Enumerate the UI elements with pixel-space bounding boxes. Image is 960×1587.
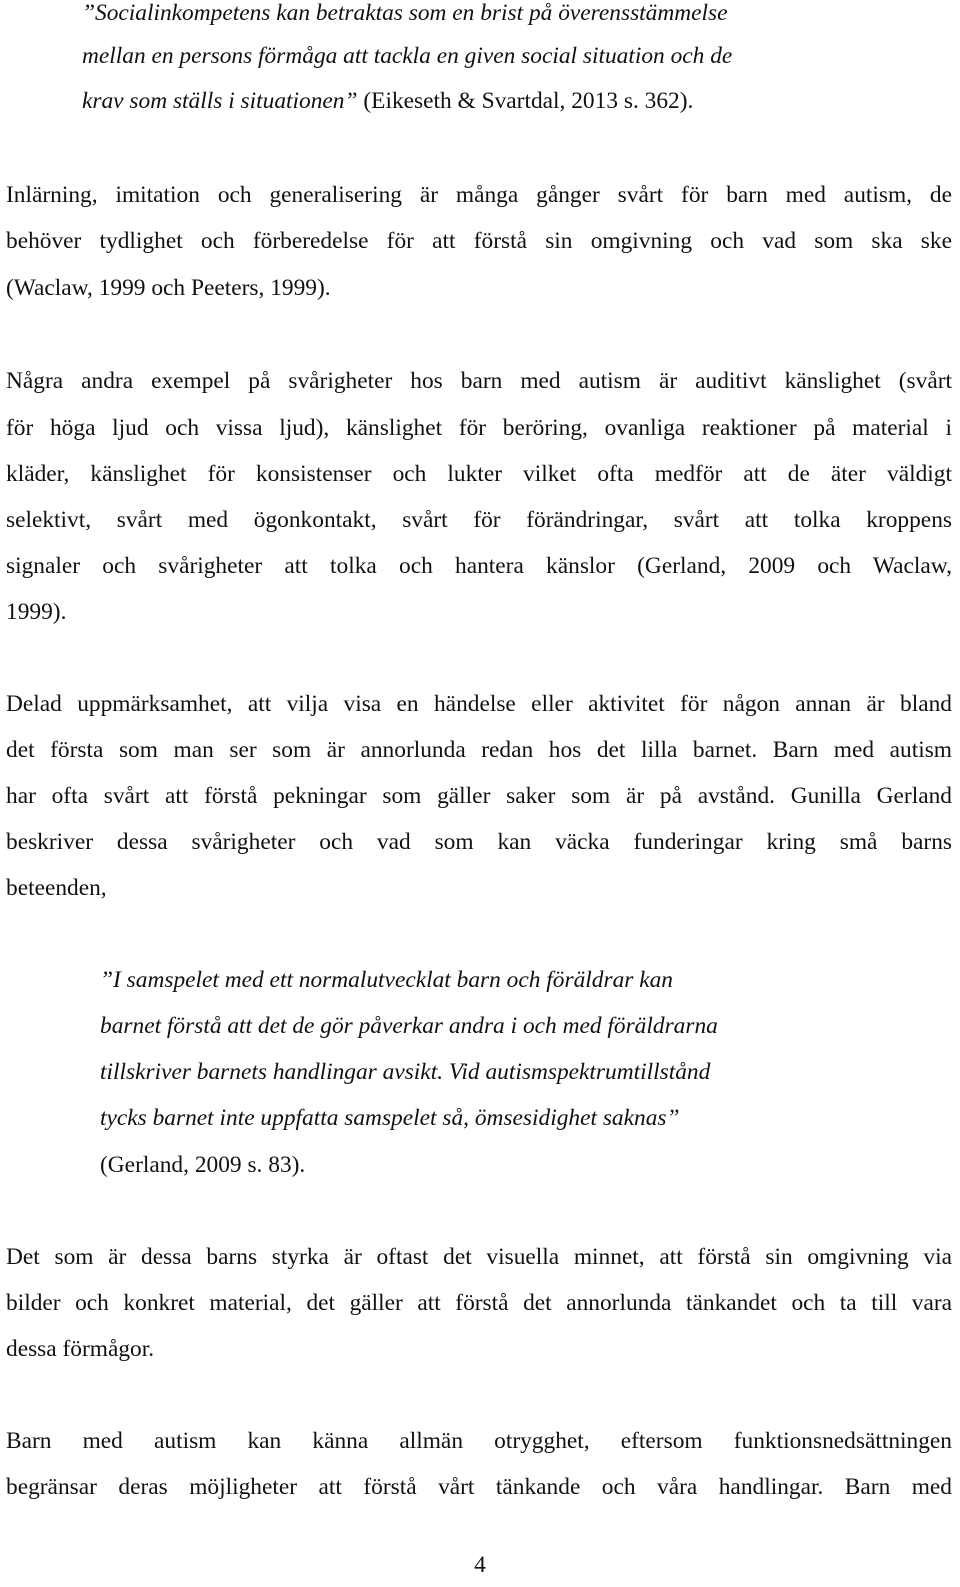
paragraph-line: för höga ljud och vissa ljud), känslighet för beröring, ovanliga reaktioner på material i: [6, 415, 952, 441]
paragraph-line: behöver tydlighet och förberedelse för att förstå sin omgivning och vad som ska ske: [6, 228, 952, 254]
quote-line: ”Socialinkompetens kan betraktas som en brist på överensstämmelse: [82, 0, 728, 26]
quote-line: ”I samspelet med ett normalutvecklat barn och föräldrar kan: [100, 967, 673, 993]
paragraph-line: Det som är dessa barns styrka är oftast det visuella minnet, att förstå sin omgivning via: [6, 1244, 952, 1270]
paragraph-line: Några andra exempel på svårigheter hos barn med autism är auditivt känslighet (svårt: [6, 368, 952, 394]
quote-line: mellan en persons förmåga att tackla en given social situation och de: [82, 43, 733, 69]
quote-line-with-citation: [82, 86, 693, 116]
quote-text: krav som ställs i situationen”: [82, 88, 358, 114]
paragraph-line: Inlärning, imitation och generalisering är många gånger svårt för barn med autism, de: [6, 182, 952, 208]
page-number: 4: [474, 1552, 486, 1578]
paragraph-line: dessa förmågor.: [6, 1336, 155, 1362]
quote-line: tillskriver barnets handlingar avsikt. Vid autismspektrumtillstånd: [100, 1059, 711, 1085]
paragraph-line: 1999).: [6, 599, 67, 625]
paragraph-line: Delad uppmärksamhet, att vilja visa en händelse eller aktivitet för någon annan är bland: [6, 691, 952, 717]
paragraph-line: selektivt, svårt med ögonkontakt, svårt för förändringar, svårt att tolka kroppens: [6, 507, 952, 533]
paragraph-line: bilder och konkret material, det gäller att förstå det annorlunda tänkandet och ta till vara: [6, 1290, 952, 1316]
paragraph-line: kläder, känslighet för konsistenser och lukter vilket ofta medför att de äter väldigt: [6, 461, 952, 487]
paragraph-line: (Waclaw, 1999 och Peeters, 1999).: [6, 275, 331, 301]
quote-line: tycks barnet inte uppfatta samspelet så, ömsesidighet saknas”: [100, 1105, 680, 1131]
paragraph-line: Barn med autism kan känna allmän otrygghet, eftersom funktionsnedsättningen: [6, 1428, 952, 1454]
paragraph-line: beskriver dessa svårigheter och vad som kan väcka funderingar kring små barns: [6, 829, 952, 855]
quote-citation: (Eikeseth & Svartdal, 2013 s. 362).: [357, 88, 694, 114]
paragraph-line: signaler och svårigheter att tolka och hantera känslor (Gerland, 2009 och Waclaw,: [6, 553, 952, 579]
paragraph-line: har ofta svårt att förstå pekningar som gäller saker som är på avstånd. Gunilla Gerland: [6, 783, 952, 809]
paragraph-line: beteenden,: [6, 875, 107, 901]
quote-citation: (Gerland, 2009 s. 83).: [100, 1152, 306, 1178]
quote-line: barnet förstå att det de gör påverkar andra i och med föräldrarna: [100, 1013, 718, 1039]
paragraph-line: det första som man ser som är annorlunda redan hos det lilla barnet. Barn med autism: [6, 737, 952, 763]
paragraph-line: begränsar deras möjligheter att förstå vårt tänkande och våra handlingar. Barn med: [6, 1474, 952, 1500]
